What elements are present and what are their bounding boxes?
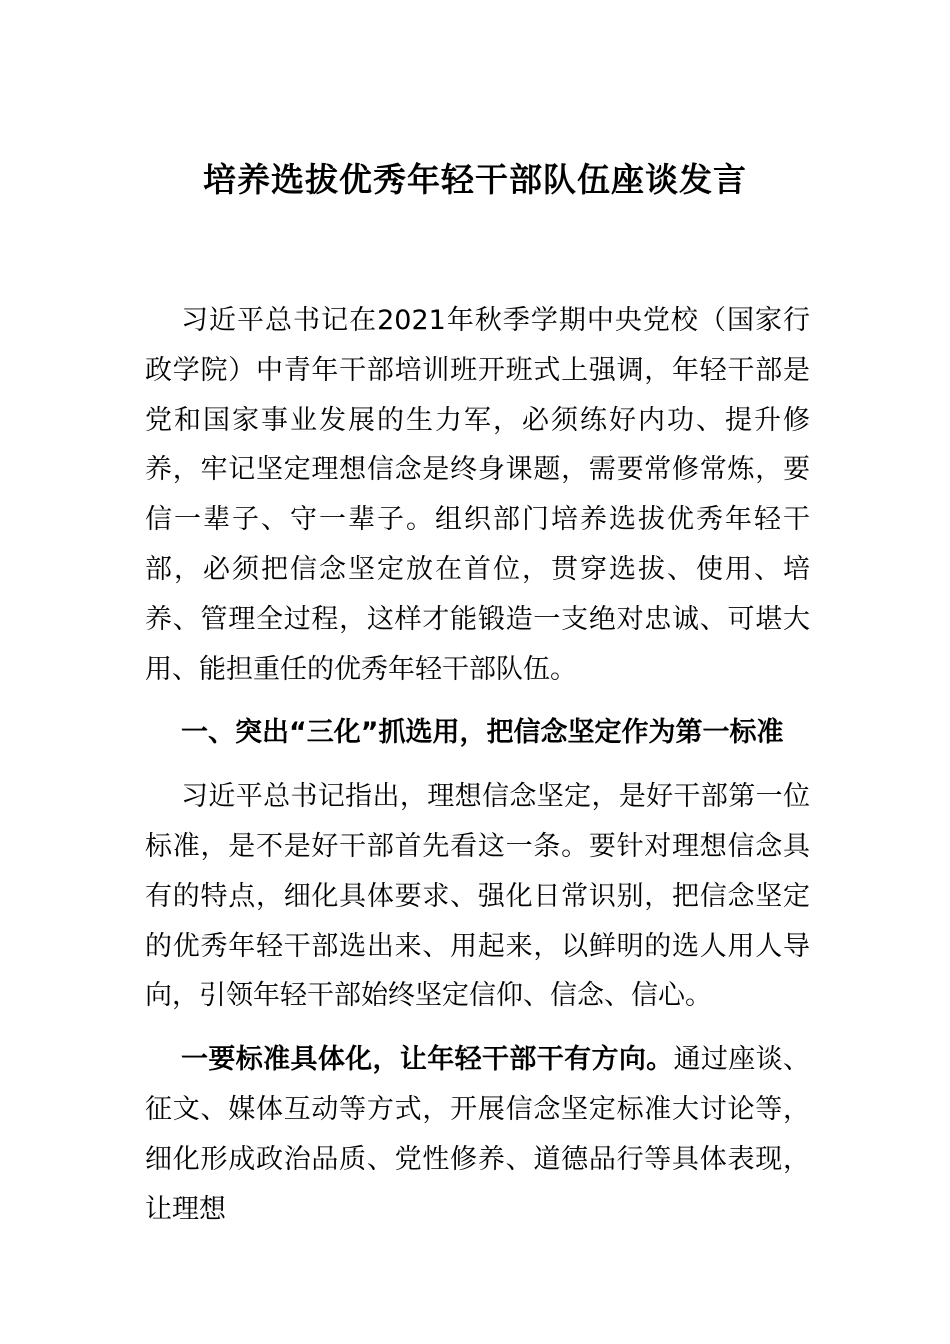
- paragraph-section-1: 习近平总书记指出，理想信念坚定，是好干部第一位标准，是不是好干部首先看这一条。要针对理想信念具有的特点，细化具体要求、强化日常识别，把信念坚定的优秀年轻干部选出来、用起来，以鲜明的选人用人导向，引领年轻干部始终坚定信仰、信念、信心。: [145, 781, 810, 1012]
- section-heading-1: 一、突出“三化”抓选用，把信念坚定作为第一标准: [181, 717, 784, 749]
- document-title: 培养选拔优秀年轻干部队伍座谈发言: [203, 160, 747, 199]
- paragraph-point-1-text: 通过座谈、征文、媒体互动等方式，开展信念坚定标准大讨论等，细化形成政治品质、党性修养、道德品行等具体表现，让理想: [145, 1044, 811, 1225]
- paragraph-point-1: [145, 1035, 810, 1234]
- paragraph-intro: 习近平总书记在2021年秋季学期中央党校（国家行政学院）中青年干部培训班开班式上强调，年轻干部是党和国家事业发展的生力军，必须练好内功、提升修养，牢记坚定理想信念是终身课题，需要常修常炼，要信一辈子、守一辈子。组织部门培养选拔优秀年轻干部，必须把信念坚定放在首位，贯穿选拔、使用、培养、管理全过程，这样才能锻造一支绝对忠诚、可堪大用、能担重任的优秀年轻干部队伍。: [145, 305, 810, 685]
- document-body: [145, 296, 810, 1248]
- paragraph-point-1-lead: 一要标准具体化，让年轻干部干有方向。: [181, 1044, 674, 1076]
